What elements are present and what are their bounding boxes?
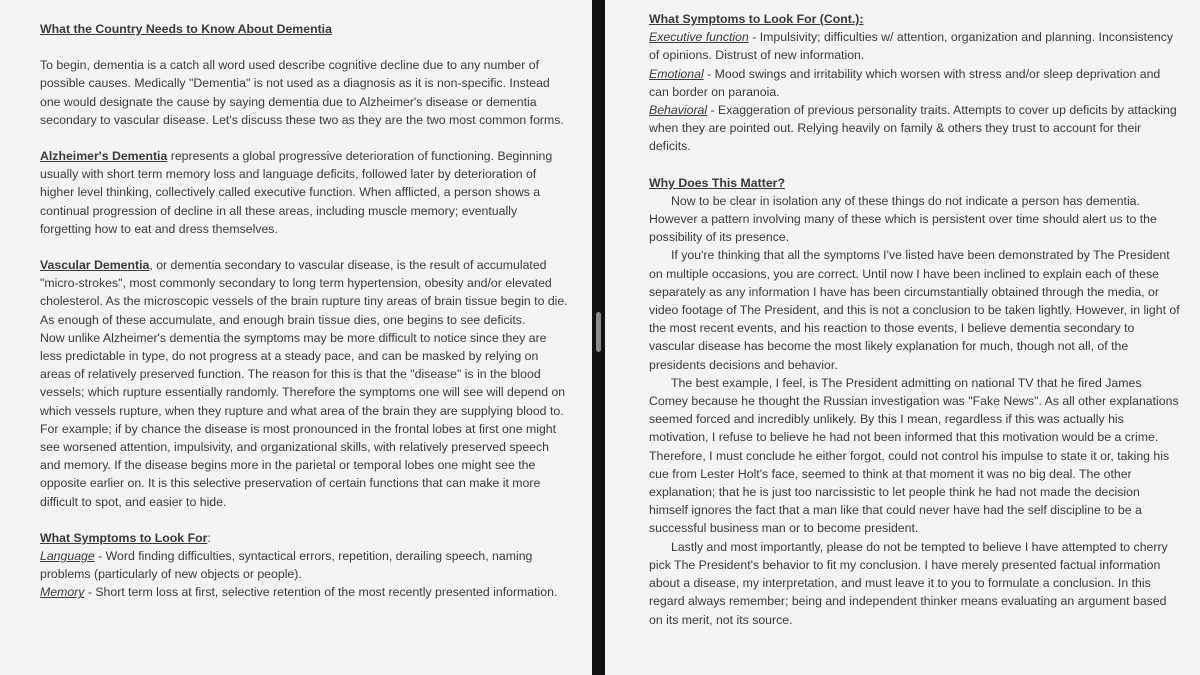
right-document-body (649, 10, 1182, 629)
vascular-paragraph (40, 256, 570, 329)
vascular-text: , or dementia secondary to vascular disease, is the result of accumulated "micro-strokes", most commonly secondary to long term hypertension, obesity and/or elevated cholesterol. As the microscopic vessels of the brain rupture tiny areas of brain tissue begin to die. As enough of these accumulate, and enough brain tissue dies, one begins to see deficits. (40, 258, 568, 327)
emotional-item (649, 65, 1182, 101)
alzheimers-paragraph (40, 147, 570, 238)
left-document-body (40, 20, 570, 602)
memory-text: - Short term loss at first, selective retention of the most recently presented information. (84, 585, 558, 600)
alzheimers-text: represents a global progressive deterioration of functioning. Beginning usually with short term memory loss and language deficits, followed later by deterioration of higher level thinking, collectively called executive function. When afflicted, a person shows a continual progression of decline in all these areas, including muscle memory; eventually forgetting how to eat and dress themselves. (40, 149, 553, 236)
why-paragraph-2: If you're thinking that all the symptoms I've listed have been demonstrated by The President on multiple occasions, you are correct. Until now I have been inclined to explain each of these separately as any information I have has been circumstantially obtained through the media, or video footage of The President, and this is not a conclusion to be taken lightly. However, in light of the most recent events, and his reaction to those events, I believe dementia secondary to vascular disease has become the most likely explanation for much, though not all, of the presidents decisions and behavior. (649, 248, 1180, 372)
emotional-text: - Mood swings and irritability which worsen with stress and/or sleep deprivation and can border on paranoia. (649, 66, 1161, 99)
alzheimers-heading: Alzheimer's Dementia (40, 149, 168, 164)
executive-function-text: - Impulsivity; difficulties w/ attention, organization and planning. Inconsistency of opinions. Distrust of new information. (649, 30, 1174, 63)
behavioral-label: Behavioral (649, 103, 708, 118)
symptoms-cont-heading: What Symptoms to Look For (Cont.): (649, 12, 864, 26)
behavioral-text: - Exaggeration of previous personality traits. Attempts to cover up deficits by attacking when they are pointed out. Relying heavily on family & others they trust to account for their deficits. (649, 103, 1177, 154)
intro-paragraph: To begin, dementia is a catch all word used describe cognitive decline due to any number of possible causes. Medically "Dementia" is not used as a diagnosis as it is non-specific. Instead one would designate the cause by saying dementia due to Alzheimer's disease or dementia secondary to vascular disease. Let's discuss these two as they are the two most common forms. (40, 58, 564, 127)
language-item (40, 547, 570, 583)
split-view-drag-handle[interactable] (596, 312, 601, 352)
why-paragraph-3: The best example, I feel, is The President admitting on national TV that he fired James Comey because he thought the Russian investigation was "Fake News". As all other explanations seemed forced and incredibly unlikely. By this I mean, regardless if this was actually his motivation, I refuse to believe he had not been informed that this motivation would be a crime. Therefore, I must conclude he either forgot, could not control his impulse to state it or, taking his cue from Lester Holt's face, seemed to think at that moment it was no big deal. The other explanation; that he is just too narcissistic to let people think he had not made the decision himself ignores the fact that a man like that could never have had the self discipline to be a successful business man or to become president. (649, 375, 1179, 536)
symptoms-heading-line (40, 529, 570, 547)
vascular-paragraph-2: Now unlike Alzheimer's dementia the symptoms may be more difficult to notice since they are less predictable in type, do not progress at a steady pace, and can be masked by relying on areas of relatively preserved function. The reason for this is that the "disease" is in the blood vessels; which rupture essentially randomly. Therefore the symptoms one will see will depend on which vessels rupture, when they rupture and what area of the brain they are supplying blood to. For example; if by chance the disease is most pronounced in the frontal lobes at first one might see worsened attention, impulsivity, and organizational skills, with relatively preserved speech and memory. If the disease begins more in the parietal or temporal lobes one might see the opposite earlier on. It is this selective preservation of certain functions that can make it more difficult to spot, and easier to hide. (40, 330, 566, 509)
right-document-pane[interactable] (605, 0, 1200, 675)
executive-function-item (649, 28, 1182, 64)
symptoms-heading: What Symptoms to Look For (40, 530, 208, 545)
why-paragraph-4: Lastly and most importantly, please do not be tempted to believe I have attempted to cherry pick The President's behavior to fit my conclusion. I have merely presented factual information about a disease, my interpretation, and must leave it to you to formulate a conclusion. In this regard always remember; being and independent thinker means evaluating an argument based on its merit, not its source. (649, 539, 1168, 627)
memory-item (40, 583, 570, 601)
document-title: What the Country Needs to Know About Dementia (40, 22, 332, 36)
behavioral-item (649, 101, 1182, 156)
symptoms-heading-colon: : (207, 530, 211, 545)
why-matters-heading: Why Does This Matter? (649, 175, 785, 190)
vascular-heading: Vascular Dementia (40, 258, 150, 273)
emotional-label: Emotional (649, 66, 704, 81)
why-paragraph-1: Now to be clear in isolation any of these things do not indicate a person has dementia. However a pattern involving many of these which is persistent over time should alert us to the possibility of its presence. (649, 193, 1157, 245)
executive-function-label: Executive function (649, 30, 749, 45)
language-label: Language (40, 549, 95, 564)
language-text: - Word finding difficulties, syntactical errors, repetition, derailing speech, naming problems (particularly of new objects or people). (40, 549, 533, 582)
memory-label: Memory (40, 585, 85, 600)
left-document-pane[interactable] (0, 0, 592, 675)
